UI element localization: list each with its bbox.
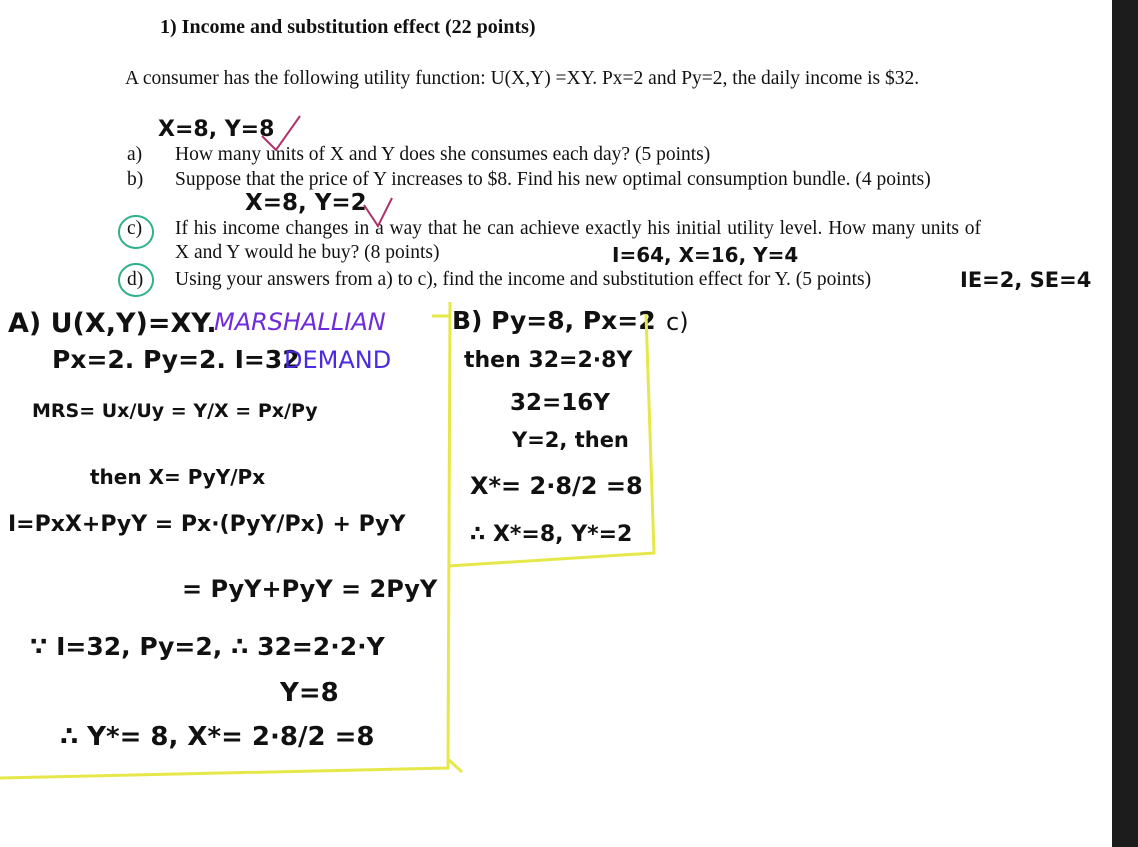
part-a-text: How many units of X and Y does she consumes each day? (5 points): [175, 144, 711, 165]
work-b-line3: Y=2, then: [512, 428, 629, 452]
check-mark-a: [262, 116, 300, 150]
answer-d-note: IE=2, SE=4: [960, 268, 1092, 292]
highlight-tick-a: [449, 760, 462, 772]
work-b-line2: 32=16Y: [510, 390, 610, 416]
work-a-line1: Px=2. Py=2. I=32: [52, 345, 300, 374]
part-c-text: If his income changes in a way that he can achieve exactly his initial utility level. How many units of X and Y would he buy? (8 points): [175, 218, 981, 263]
part-a-label: a): [127, 144, 143, 165]
work-a-line8: ∴ Y*= 8, X*= 2·8/2 =8: [60, 722, 375, 752]
work-b-line4: X*= 2·8/2 =8: [470, 472, 643, 500]
work-b-line5: ∴ X*=8, Y*=2: [470, 522, 633, 547]
answer-b-note: X=8, Y=2: [245, 190, 367, 216]
part-b-label: b): [127, 169, 144, 190]
work-a-line2: MRS= Ux/Uy = Y/X = Px/Py: [32, 400, 318, 422]
part-d-text: Using your answers from a) to c), find the income and substitution effect for Y. (5 points): [175, 269, 872, 290]
work-b-header: B) Py=8, Px=2: [452, 306, 656, 335]
question-intro: A consumer has the following utility function: U(X,Y) =XY. Px=2 and Py=2, the daily income is $32.: [125, 68, 920, 89]
answer-c-note: I=64, X=16, Y=4: [612, 243, 799, 267]
work-a-line4: I=PxX+PyY = Px·(PyY/Px) + PyY: [8, 512, 406, 537]
scrollbar[interactable]: [1112, 0, 1138, 847]
work-a-demand: DEMAND: [284, 346, 392, 374]
highlight-box-a: [0, 302, 450, 778]
circle-d-label: [119, 264, 153, 296]
work-a-line6: ∵ I=32, Py=2, ∴ 32=2·2·Y: [30, 632, 385, 661]
check-mark-b: [364, 198, 392, 226]
part-b-text: Suppose that the price of Y increases to $8. Find his new optimal consumption bundle. (4 points): [175, 169, 931, 190]
work-a-marshallian: MARSHALLIAN: [214, 308, 386, 336]
work-a-header: A) U(X,Y)=XY.: [8, 308, 217, 339]
work-a-line7: Y=8: [280, 678, 339, 708]
work-a-line3: then X= PyY/Px: [90, 465, 266, 489]
work-a-line5: = PyY+PyY = 2PyY: [182, 575, 438, 603]
answer-a-note: X=8, Y=8: [158, 117, 275, 142]
work-b-line1: then 32=2·8Y: [464, 348, 633, 373]
question-title: 1) Income and substitution effect (22 points): [160, 16, 536, 38]
part-d-label: d): [127, 269, 144, 290]
highlight-box-b: [448, 314, 654, 566]
circle-c-label: [119, 216, 153, 248]
work-c-header: c): [666, 308, 689, 336]
part-c-label: c): [127, 218, 143, 239]
